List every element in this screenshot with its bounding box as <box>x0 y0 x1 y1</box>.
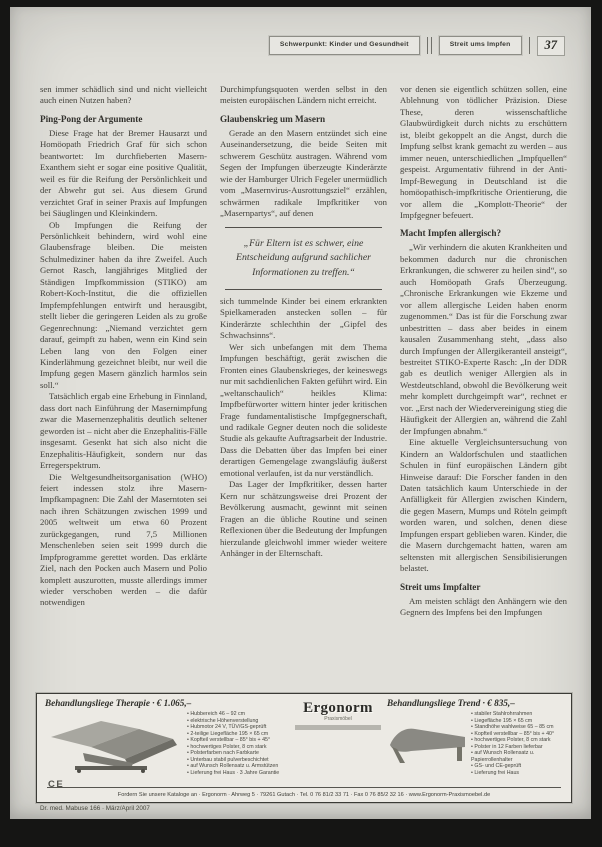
ad-feature-item: • Polsterfarben nach Farbkarte <box>187 750 279 757</box>
ad-products-row <box>37 694 571 778</box>
ad-feature-item: • Hubmotor 24 V, TÜV/GS-geprüft <box>187 724 279 731</box>
ad-contact-line: Fordern Sie unsere Kataloge an · Ergonorm · Ahrweg 5 · 79261 Gutach · Tel. 0 76 81/2 33 71 · Fax 0 76 85/2 32 16 · www.Ergonorm-Praxismoebel.de <box>47 787 561 799</box>
article-paragraph: Gerade an den Masern entzündet sich eine Auseinandersetzung, die beide Seiten mit schwerem Geschütz austragen. Während vom Segen der Impfungen überzeugte Kinderärzte wie der Hamburger Ulrich Fegeler unermüdlich vom „Masernvirus-Ausrottungsziel“ erzählen, schwärmen radikale Impfkritiker von „Masernpartys“, auf denen <box>220 127 387 219</box>
ad-title-therapie: Behandlungsliege Therapie · € 1.065,– <box>45 698 192 708</box>
brand-caption: Praxismöbel <box>324 716 352 722</box>
ad-product-therapie <box>45 698 289 778</box>
article-paragraph: Durchimpfungsquoten werden selbst in den meisten europäischen Ländern nicht erreicht. <box>220 84 387 106</box>
ad-feature-item: • hochwertiges Polster, 8 cm stark <box>471 737 565 744</box>
article-tag: Streit ums Impfen <box>439 36 522 55</box>
page-header <box>269 36 565 56</box>
header-divider-single <box>529 37 530 54</box>
ad-feature-item: • Polster in 12 Farben lieferbar <box>471 744 565 751</box>
ad-features-trend <box>467 711 565 776</box>
article-subheading: Macht Impfen allergisch? <box>400 228 502 239</box>
article-subheading: Glaubenskrieg um Masern <box>220 113 326 124</box>
ad-brand-block <box>289 698 387 778</box>
ad-feature-item: • Liegefläche 195 × 65 cm <box>471 718 565 725</box>
ad-feature-item: • Kopfteil verstellbar – 85° bis + 45° <box>187 737 279 744</box>
brand-logo: Ergonorm <box>303 700 373 716</box>
section-tag: Schwerpunkt: Kinder und Gesundheit <box>269 36 420 55</box>
ce-mark-icon: CE <box>48 778 65 790</box>
page-footer-imprint: Dr. med. Mabuse 166 · März/April 2007 <box>40 804 150 812</box>
header-divider-double <box>427 37 432 54</box>
ad-feature-item: • stabiler Stahlrohrrahmen <box>471 711 565 718</box>
article-paragraph: Das Lager der Impfkritiker, dessen harter Kern nur schätzungsweise drei Prozent der Bevölkerung ausmacht, gewinnt mit seinen Fragen an die übliche Routine und seinen Reflexionen über die Bedeutung der Impfungen hierzulande gleichwohl immer wieder weitere Anhänger in der Elternschaft. <box>220 479 387 558</box>
article-paragraph: Eine aktuelle Vergleichsuntersuchung von Kindern an Waldorfschulen und staatlichen Schulen in fünf europäischen Ländern gibt Hinweise darauf: Die Forscher fanden in den Daten tatsächlich kaum Unterschiede in der Anfälligkeit für Allergien zwischen Kindern, die gegen Masern, Mumps und Röteln geimpft worden waren, und solchen, denen diese Impfungen erspart geblieben waren. Kinder, die die Masern durchgemacht hatten, waren am seltensten mit allergischen Sensibilisierungen belastet. <box>400 437 567 574</box>
ad-feature-item: • Lieferung frei Haus <box>471 770 565 777</box>
magazine-page-scan <box>10 7 591 819</box>
ad-feature-item: • hochwertiges Polster, 8 cm stark <box>187 744 279 751</box>
ad-features-therapie <box>183 711 279 776</box>
article-paragraph: vor denen sie eigentlich schützen sollen, eine Ablehnung von tödlicher Präzision. Diese These, deren wissenschaftliche Glaubwürdigkeit durch nichts zu erschüttern ist, bleibt gekoppelt an die Angst, durch die Impfung selbst krank gemacht zu werden – aus immer neuen, unterschiedlichen „Impfquellen“ gespeist. Argumentativ führend in der Anti-Impf-Bewegung in Deutschland ist die homöopathisch-impfkritische Orientierung, die vor allem die „Komplott-Theorie“ der Impfgegner befeuert. <box>400 84 567 220</box>
article-paragraph: Am meisten schlägt den Anhängern wie den Gegnern des Impfens bei den Impfungen <box>400 595 567 618</box>
article-column-3 <box>400 84 567 687</box>
ad-feature-item: • Standhöhe wahlweise 65 – 85 cm <box>471 724 565 731</box>
article-column-1 <box>40 84 207 687</box>
ad-feature-item: • Hubbereich 46 – 92 cm <box>187 711 279 718</box>
therapy-table-image <box>45 711 183 778</box>
article-paragraph: Diese Frage hat der Bremer Hausarzt und Homöopath Friedrich Graf für sich schon beantwortet: Im durchfieberten Masern-Exanthem sieht er sogar eine positive Qualität, weil es für die Reifung der Persönlichkeit und der Abwehr gut sei. Aus diesem Grund verzichtet Graf in seiner Praxis auf Impfungen bei Säuglingen und Kleinkindern. <box>40 127 207 219</box>
article-column-2 <box>220 84 387 687</box>
ad-feature-item: • Unterbau stabil pulverbeschichtet <box>187 757 279 764</box>
ad-title-trend: Behandlungsliege Trend · € 835,– <box>387 698 515 708</box>
article-subheading: Ping-Pong der Argumente <box>40 113 143 124</box>
ad-feature-item: • auf Wunsch Rollensatz u. Armstützen <box>187 763 279 770</box>
ad-feature-item: • Lieferung frei Haus · 3 Jahre Garantie <box>187 770 279 777</box>
ad-feature-item: • auf Wunsch Rollensatz u. Papierrollenhalter <box>471 750 565 763</box>
page-number: 37 <box>537 36 566 56</box>
article-paragraph: „Wir verhindern die akuten Krankheiten und bekommen dadurch nur die chronischen Erkrankungen, die schwerer zu heilen sind“, so auch Homöopath Grafs Überzeugung. „Chronische Erkrankungen wie Ekzeme und vor allem allergische Leiden haben enorm zugenommen.“ Das ist für die Forschung zwar unbestritten – dass aber beides in einem kausalen Zusammenhang steht, „dass also durch Impfungen der Allergikeranteil ansteigt“, bestreitet STIKO-Experte Rasch: „In der DDR gab es deutlich weniger Allergien als in Westdeutschland, obwohl die Bevölkerung weit mehr komplett durchgeimpft war“, rechnet er vor. „Erst nach der Wiedervereinigung stieg die Häufigkeit der Allergien an, während die Zahl der Impfungen abnahm.“ <box>400 242 567 436</box>
article-paragraph: Wer sich unbefangen mit dem Thema Impfungen beschäftigt, gerät zwischen die Fronten eines Glaubenskrieges, der keineswegs nur mit sachdienlichen Fakten geführt wird. Ein „weltanschaulich“ heikles Klima: Impfbefürworter wittern hinter jeder kritischen Frage fundamentalistische Impfgegnerschaft, und radikale Gegner deuten noch die solideste Studie als gekaufte Auftragsarbeit der Industrie. Dass die Debatten über das Impfen bei einer derartigen Gemengelage zwangsläufig äußerst emotional verlaufen, ist da nur verständlich. <box>220 341 387 478</box>
ad-feature-item: • Kopfteil verstellbar – 85° bis + 40° <box>471 731 565 738</box>
article-body <box>40 84 567 687</box>
article-subheading: Streit ums Impfalter <box>400 581 481 592</box>
article-paragraph: sen immer schädlich sind und nicht vielleicht auch einen Nutzen haben? <box>40 84 207 106</box>
article-paragraph: Die Weltgesundheitsorganisation (WHO) feiert indessen stolz ihre Masern-Impfkampagnen: Die Zahl der Maserntoten sei nach ihren Schätzungen zwischen 1999 und 2005 weltweit um etwa 60 Prozent zurückgegangen, rund 7,5 Millionen Menschenleben seien seit 1999 durch die Impfprogramme gerettet worden. Das erklärte Ziel, nach den Pocken auch Masern und Polio komplett auszurotten, musste allerdings immer wieder verschoben werden – die dafür notwendigen <box>40 471 207 608</box>
ad-feature-item: • GS- und CE-geprüft <box>471 763 565 770</box>
article-paragraph: sich tummelnde Kinder bei einem erkrankten Spielkameraden anstecken sollen – für Kinderärzte schlechthin der „Gipfel des Schwachsinns“. <box>220 296 387 341</box>
trend-table-image <box>387 711 467 774</box>
article-paragraph: Ob Impfungen die Reifung der Persönlichkeit behindern, wird wohl eine Glaubensfrage bleiben. Die meisten Schulmediziner haben da ihre Zweifel. Auch Gernot Rasch, langjähriges Mitglied der Ständigen Impfkommission (STIKO) am Robert-Koch-Institut, die die offiziellen Impfempfehlungen entwirft und herausgibt, stellt lieber die geringeren Leiden als zu große Gegenrechnung: „Niemand verzichtet gern darauf, geimpft zu haben, wenn ein Kind sein Leben lang von den Folgen einer Kinderlähmung gezeichnet bleibt, nur weil die Impfung gegen Masern gänzlich harmlos sein soll.“ <box>40 219 207 390</box>
advertisement <box>36 693 572 803</box>
ad-product-trend <box>387 698 565 778</box>
article-paragraph: Tatsächlich ergab eine Erhebung in Finnland, dass dort nach Einführung der Masernimpfung zwar die Masernenzephalitis deutlich seltener geworden ist – nicht aber die Enzephalitis-Fälle insgesamt. Gesenkt hat sich also nicht die Enzephalitis-Häufigkeit, sondern nur das Erregerspektrum. <box>40 391 207 471</box>
brand-divider-bar <box>295 725 381 730</box>
pull-quote: „Für Eltern ist es schwer, eine Entscheidung aufgrund sachlicher Informationen zu treffen.“ <box>225 227 382 291</box>
ad-feature-item: • elektrische Höhenverstellung <box>187 718 279 725</box>
ad-feature-item: • 2-teilige Liegefläche 195 × 65 cm <box>187 731 279 738</box>
